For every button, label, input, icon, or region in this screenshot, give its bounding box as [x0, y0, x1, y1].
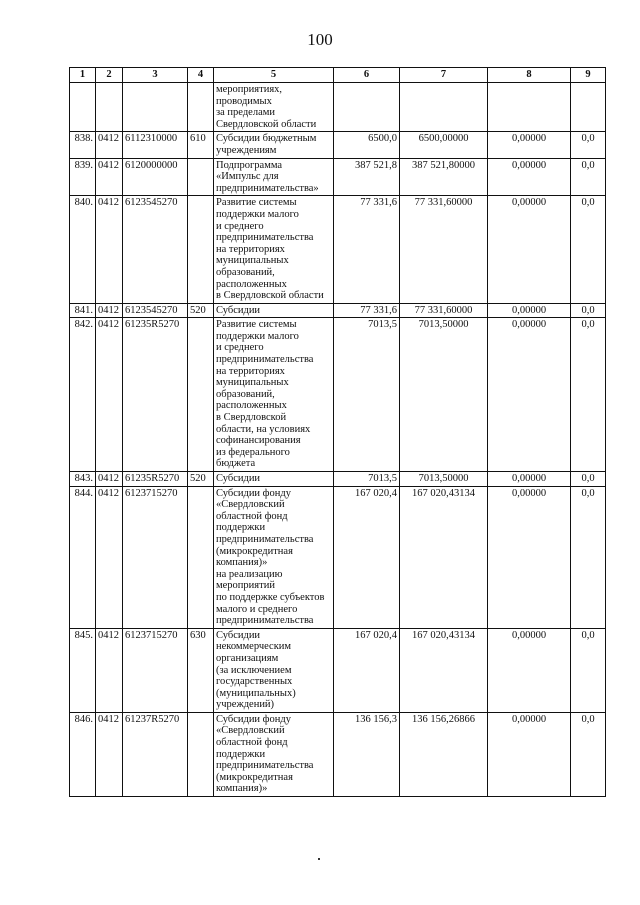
table-row [70, 196, 606, 303]
amount-total: 7013,5 [334, 318, 400, 472]
amount-percent [571, 83, 606, 132]
table-row [70, 132, 606, 158]
row-number: 844. [70, 486, 96, 628]
amount-total: 77 331,6 [334, 303, 400, 318]
item-name: мероприятиях, проводимых за пределами Свердловской области [214, 83, 334, 132]
row-number: 843. [70, 472, 96, 487]
section-code: 0412 [96, 158, 123, 196]
budget-table [69, 67, 606, 797]
amount-percent: 0,0 [571, 196, 606, 303]
item-name: Субсидии [214, 472, 334, 487]
amount-precise: 167 020,43134 [400, 628, 488, 712]
expense-type: 610 [188, 132, 214, 158]
amount-federal: 0,00000 [488, 318, 571, 472]
item-name: Субсидии фонду «Свердловский областной фонд поддержки предпринимательства (микрокредитная компания)» на реализацию мероприятий по поддержке субъектов малого и среднего предпринимательства [214, 486, 334, 628]
target-code: 61237R5270 [123, 712, 188, 796]
amount-percent: 0,0 [571, 318, 606, 472]
section-code: 0412 [96, 318, 123, 472]
amount-percent: 0,0 [571, 628, 606, 712]
amount-precise: 7013,50000 [400, 318, 488, 472]
amount-precise: 6500,00000 [400, 132, 488, 158]
amount-percent: 0,0 [571, 472, 606, 487]
item-name: Субсидии некоммерческим организациям (за исключением государственных (муниципальных) учреждений) [214, 628, 334, 712]
amount-precise [400, 83, 488, 132]
row-number: 841. [70, 303, 96, 318]
target-code [123, 83, 188, 132]
target-code: 6123715270 [123, 486, 188, 628]
section-code: 0412 [96, 712, 123, 796]
expense-type [188, 83, 214, 132]
amount-federal: 0,00000 [488, 303, 571, 318]
expense-type [188, 712, 214, 796]
amount-total: 136 156,3 [334, 712, 400, 796]
item-name: Субсидии [214, 303, 334, 318]
amount-total: 6500,0 [334, 132, 400, 158]
amount-federal [488, 83, 571, 132]
expense-type: 520 [188, 303, 214, 318]
row-number: 839. [70, 158, 96, 196]
target-code: 6120000000 [123, 158, 188, 196]
table-row [70, 712, 606, 796]
column-header-3: 3 [123, 68, 188, 83]
section-code: 0412 [96, 628, 123, 712]
target-code: 6123715270 [123, 628, 188, 712]
column-header-7: 7 [400, 68, 488, 83]
target-code: 61235R5270 [123, 318, 188, 472]
amount-total: 77 331,6 [334, 196, 400, 303]
expense-type: 630 [188, 628, 214, 712]
row-number [70, 83, 96, 132]
item-name: Субсидии бюджетным учреждениям [214, 132, 334, 158]
table-row [70, 83, 606, 132]
table-row [70, 472, 606, 487]
table-row [70, 318, 606, 472]
target-code: 6123545270 [123, 196, 188, 303]
amount-precise: 77 331,60000 [400, 303, 488, 318]
section-code: 0412 [96, 303, 123, 318]
amount-total: 387 521,8 [334, 158, 400, 196]
row-number: 838. [70, 132, 96, 158]
column-header-4: 4 [188, 68, 214, 83]
column-header-8: 8 [488, 68, 571, 83]
expense-type: 520 [188, 472, 214, 487]
amount-federal: 0,00000 [488, 158, 571, 196]
table-row [70, 158, 606, 196]
item-name: Субсидии фонду «Свердловский областной фонд поддержки предпринимательства (микрокредитная компания)» [214, 712, 334, 796]
section-code: 0412 [96, 486, 123, 628]
expense-type [188, 158, 214, 196]
section-code [96, 83, 123, 132]
target-code: 61235R5270 [123, 472, 188, 487]
expense-type [188, 196, 214, 303]
amount-percent: 0,0 [571, 712, 606, 796]
amount-federal: 0,00000 [488, 196, 571, 303]
amount-precise: 7013,50000 [400, 472, 488, 487]
amount-federal: 0,00000 [488, 712, 571, 796]
column-header-9: 9 [571, 68, 606, 83]
expense-type [188, 486, 214, 628]
amount-precise: 387 521,80000 [400, 158, 488, 196]
column-header-5: 5 [214, 68, 334, 83]
amount-federal: 0,00000 [488, 472, 571, 487]
amount-total [334, 83, 400, 132]
row-number: 842. [70, 318, 96, 472]
column-header-6: 6 [334, 68, 400, 83]
amount-federal: 0,00000 [488, 132, 571, 158]
item-name: Подпрограмма «Импульс для предпринимательства» [214, 158, 334, 196]
row-number: 840. [70, 196, 96, 303]
amount-percent: 0,0 [571, 132, 606, 158]
amount-percent: 0,0 [571, 486, 606, 628]
item-name: Развитие системы поддержки малого и среднего предпринимательства на территориях муниципальных образований, расположенных в Свердловской области, на условиях софинансирования из федерального бюджета [214, 318, 334, 472]
row-number: 845. [70, 628, 96, 712]
target-code: 6112310000 [123, 132, 188, 158]
header-row [70, 68, 606, 83]
item-name: Развитие системы поддержки малого и среднего предпринимательства на территориях муниципальных образований, расположенных в Свердловской области [214, 196, 334, 303]
page-mark [318, 858, 320, 860]
amount-federal: 0,00000 [488, 486, 571, 628]
section-code: 0412 [96, 132, 123, 158]
expense-type [188, 318, 214, 472]
amount-federal: 0,00000 [488, 628, 571, 712]
section-code: 0412 [96, 472, 123, 487]
target-code: 6123545270 [123, 303, 188, 318]
table-row [70, 486, 606, 628]
table-row [70, 628, 606, 712]
amount-total: 167 020,4 [334, 628, 400, 712]
amount-total: 7013,5 [334, 472, 400, 487]
amount-percent: 0,0 [571, 303, 606, 318]
amount-total: 167 020,4 [334, 486, 400, 628]
table-row [70, 303, 606, 318]
section-code: 0412 [96, 196, 123, 303]
column-header-1: 1 [70, 68, 96, 83]
column-header-2: 2 [96, 68, 123, 83]
amount-precise: 136 156,26866 [400, 712, 488, 796]
amount-percent: 0,0 [571, 158, 606, 196]
amount-precise: 167 020,43134 [400, 486, 488, 628]
page-number: 100 [307, 30, 333, 49]
amount-precise: 77 331,60000 [400, 196, 488, 303]
row-number: 846. [70, 712, 96, 796]
